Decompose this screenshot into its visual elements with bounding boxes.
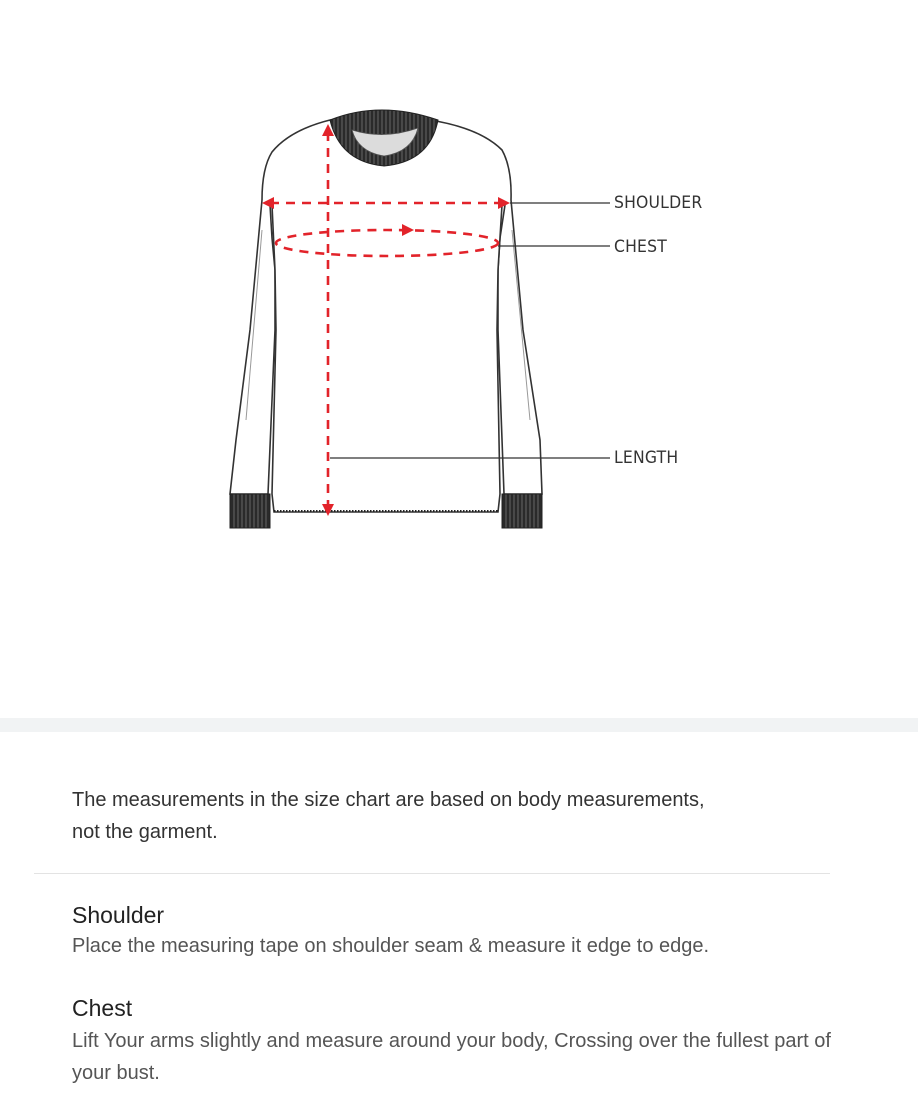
chest-description: Lift Your arms slightly and measure around your body, Crossing over the fullest part of your bust. bbox=[72, 1030, 831, 1084]
shoulder-description: Place the measuring tape on shoulder seam & measure it edge to edge. bbox=[72, 935, 710, 957]
shoulder-label: SHOULDER bbox=[614, 193, 703, 213]
chest-title: Chest bbox=[72, 995, 133, 1021]
section-separator-band bbox=[0, 718, 918, 732]
measurement-note: The measurements in the size chart are based on body measurements, not the garment. bbox=[72, 789, 705, 843]
chest-label: CHEST bbox=[614, 237, 667, 257]
divider bbox=[34, 873, 830, 874]
shoulder-title: Shoulder bbox=[72, 902, 165, 928]
length-label: LENGTH bbox=[614, 448, 679, 468]
